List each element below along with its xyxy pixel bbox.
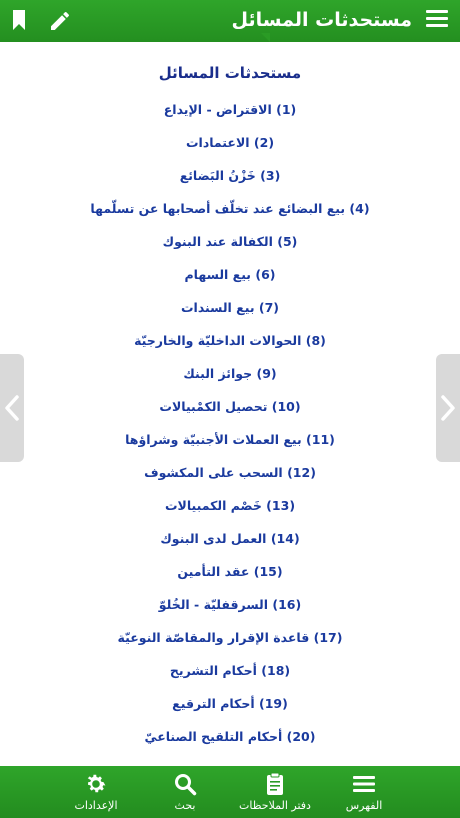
chapter-item[interactable]: (5) الكفالة عند البنوك <box>162 234 298 249</box>
chapter-item[interactable]: (18) أحكام التشريح <box>169 663 291 678</box>
app-title: مستحدثات المسائل <box>231 9 412 31</box>
menu-icon[interactable] <box>426 10 448 32</box>
chapter-item[interactable]: (7) بيع السندات <box>180 300 280 315</box>
gear-icon <box>84 772 108 796</box>
list-icon <box>352 772 376 796</box>
chapter-item[interactable]: (17) قاعدة الإقرار والمقاصّة النوعيّة <box>117 630 343 645</box>
nav-index-label: الفهرس <box>345 799 383 812</box>
chapter-item[interactable]: (11) بيع العملات الأجنبيّة وشراؤها <box>125 432 335 447</box>
page-title: مستحدثات المسائل <box>158 64 302 82</box>
chapter-item[interactable]: (20) أحكام التلقيح الصناعيّ <box>144 729 316 744</box>
chapter-item[interactable]: (9) جوائز البنك <box>183 366 277 381</box>
nav-search-button[interactable] <box>137 766 233 818</box>
chapter-list <box>0 102 460 762</box>
chapter-item[interactable]: (4) بيع البضائع عند تخلّف أصحابها عن تسلّمها <box>90 201 370 216</box>
next-page-button[interactable] <box>436 354 460 462</box>
chapter-item[interactable]: (14) العمل لدى البنوك <box>160 531 300 546</box>
search-icon <box>173 772 197 796</box>
previous-page-button[interactable] <box>0 354 24 462</box>
chapter-item[interactable]: (1) الاقتراض - الإيداع <box>163 102 297 117</box>
nav-search-label: بحث <box>174 799 196 812</box>
app-bar <box>0 0 460 42</box>
nav-settings-button[interactable] <box>48 766 144 818</box>
chapter-item[interactable]: (10) تحصيل الكمْبيالات <box>159 399 301 414</box>
chapter-item[interactable]: (13) خَصْم الكمبيالات <box>164 498 296 513</box>
nav-settings-label: الإعدادات <box>74 799 118 812</box>
chapter-item[interactable]: (3) خَزْنُ البَضائع <box>179 168 281 183</box>
chapter-item[interactable]: (19) أحكام الترقيع <box>172 696 288 711</box>
chapter-list-panel <box>0 42 460 766</box>
nav-notes-button[interactable] <box>227 766 323 818</box>
bottom-navigation <box>0 766 460 818</box>
appbar-notch <box>261 33 270 42</box>
bookmark-icon[interactable] <box>12 9 26 31</box>
clipboard-icon <box>263 772 287 796</box>
chapter-item[interactable]: (15) عقد التأمين <box>177 564 283 579</box>
chapter-item[interactable]: (12) السحب على المكشوف <box>144 465 316 480</box>
chapter-item[interactable]: (16) السرقفليّة - الخُلوّ <box>158 597 302 612</box>
chevron-right-icon <box>439 394 457 422</box>
nav-notes-label: دفتر الملاحظات <box>239 799 311 812</box>
pencil-icon[interactable] <box>48 9 72 33</box>
nav-index-button[interactable] <box>316 766 412 818</box>
chapter-item[interactable]: (6) بيع السهام <box>184 267 276 282</box>
chapter-item[interactable]: (8) الحوالات الداخليّة والخارجيّة <box>134 333 326 348</box>
chevron-left-icon <box>3 394 21 422</box>
chapter-item[interactable]: (2) الاعتمادات <box>185 135 275 150</box>
